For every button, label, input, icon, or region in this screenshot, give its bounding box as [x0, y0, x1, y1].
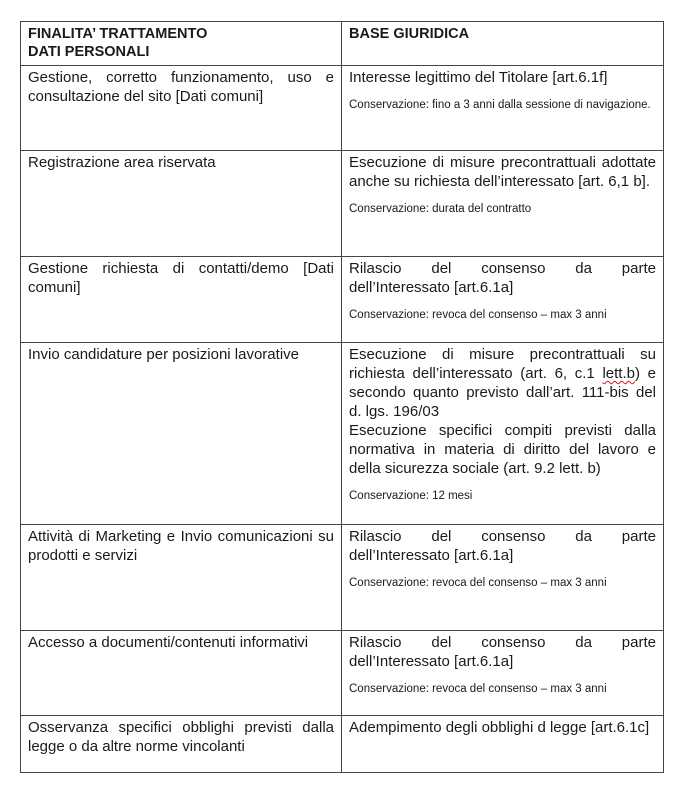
- retention-note: Conservazione: 12 mesi: [349, 490, 473, 502]
- table-row: [21, 151, 664, 257]
- legal-basis-text: Esecuzione di misure precontrattuali su richiesta dell’interessato (art. 6, c.1: [349, 346, 656, 382]
- legal-basis: Rilascio del consenso da parte dell’Interessato [art.6.1a]: [349, 528, 656, 564]
- legal-basis-extra: Esecuzione specifici compiti previsti dalla normativa in materia di diritto del lavoro e della sicurezza sociale (art. 9.2 lett. b): [349, 422, 656, 477]
- table-row: [21, 66, 664, 151]
- basis-cell: [342, 525, 664, 631]
- legal-basis: Rilascio del consenso da parte dell’Interessato [art.6.1a]: [349, 260, 656, 296]
- purpose-cell: Gestione, corretto funzionamento, uso e consultazione del sito [Dati comuni]: [21, 66, 342, 151]
- retention-note: Conservazione: revoca del consenso – max 3 anni: [349, 683, 607, 695]
- header-basis: BASE GIURIDICA: [342, 22, 664, 66]
- spellcheck-marked-word: lett.b: [602, 365, 635, 382]
- basis-cell: [342, 343, 664, 525]
- basis-cell: [342, 257, 664, 343]
- purpose-cell: Gestione richiesta di contatti/demo [Dati comuni]: [21, 257, 342, 343]
- header-purpose-line2: DATI PERSONALI: [28, 44, 150, 60]
- legal-basis: Esecuzione di misure precontrattuali adottate anche su richiesta dell’interessato [art. 6,1 b].: [349, 154, 656, 190]
- purpose-cell: Attività di Marketing e Invio comunicazioni su prodotti e servizi: [21, 525, 342, 631]
- legal-basis: Adempimento degli obblighi d legge [art.6.1c]: [349, 719, 650, 736]
- purpose-cell: Registrazione area riservata: [21, 151, 342, 257]
- retention-note: Conservazione: durata del contratto: [349, 203, 532, 215]
- retention-note: Conservazione: fino a 3 anni dalla sessione di navigazione.: [349, 99, 651, 111]
- header-purpose-line1: FINALITA’ TRATTAMENTO: [28, 26, 208, 42]
- table-row: [21, 343, 664, 525]
- privacy-table: [20, 21, 664, 773]
- basis-cell: [342, 631, 664, 716]
- table-row: [21, 631, 664, 716]
- legal-basis: [349, 345, 656, 421]
- table-row: [21, 257, 664, 343]
- basis-cell: [342, 716, 664, 773]
- header-purpose: [21, 22, 342, 66]
- retention-note: Conservazione: revoca del consenso – max 3 anni: [349, 577, 607, 589]
- purpose-cell: Invio candidature per posizioni lavorative: [21, 343, 342, 525]
- purpose-cell: Accesso a documenti/contenuti informativi: [21, 631, 342, 716]
- basis-cell: [342, 151, 664, 257]
- table-row: [21, 525, 664, 631]
- basis-cell: [342, 66, 664, 151]
- legal-basis-text: ) e secondo quanto previsto dall’art. 111-bis del d. lgs. 196/03: [349, 365, 656, 420]
- table-row: [21, 716, 664, 773]
- legal-basis: Rilascio del consenso da parte dell’Interessato [art.6.1a]: [349, 634, 656, 670]
- retention-note: Conservazione: revoca del consenso – max 3 anni: [349, 309, 607, 321]
- legal-basis: Interesse legittimo del Titolare [art.6.1f]: [349, 69, 608, 86]
- header-row: [21, 22, 664, 66]
- purpose-cell: Osservanza specifici obblighi previsti dalla legge o da altre norme vincolanti: [21, 716, 342, 773]
